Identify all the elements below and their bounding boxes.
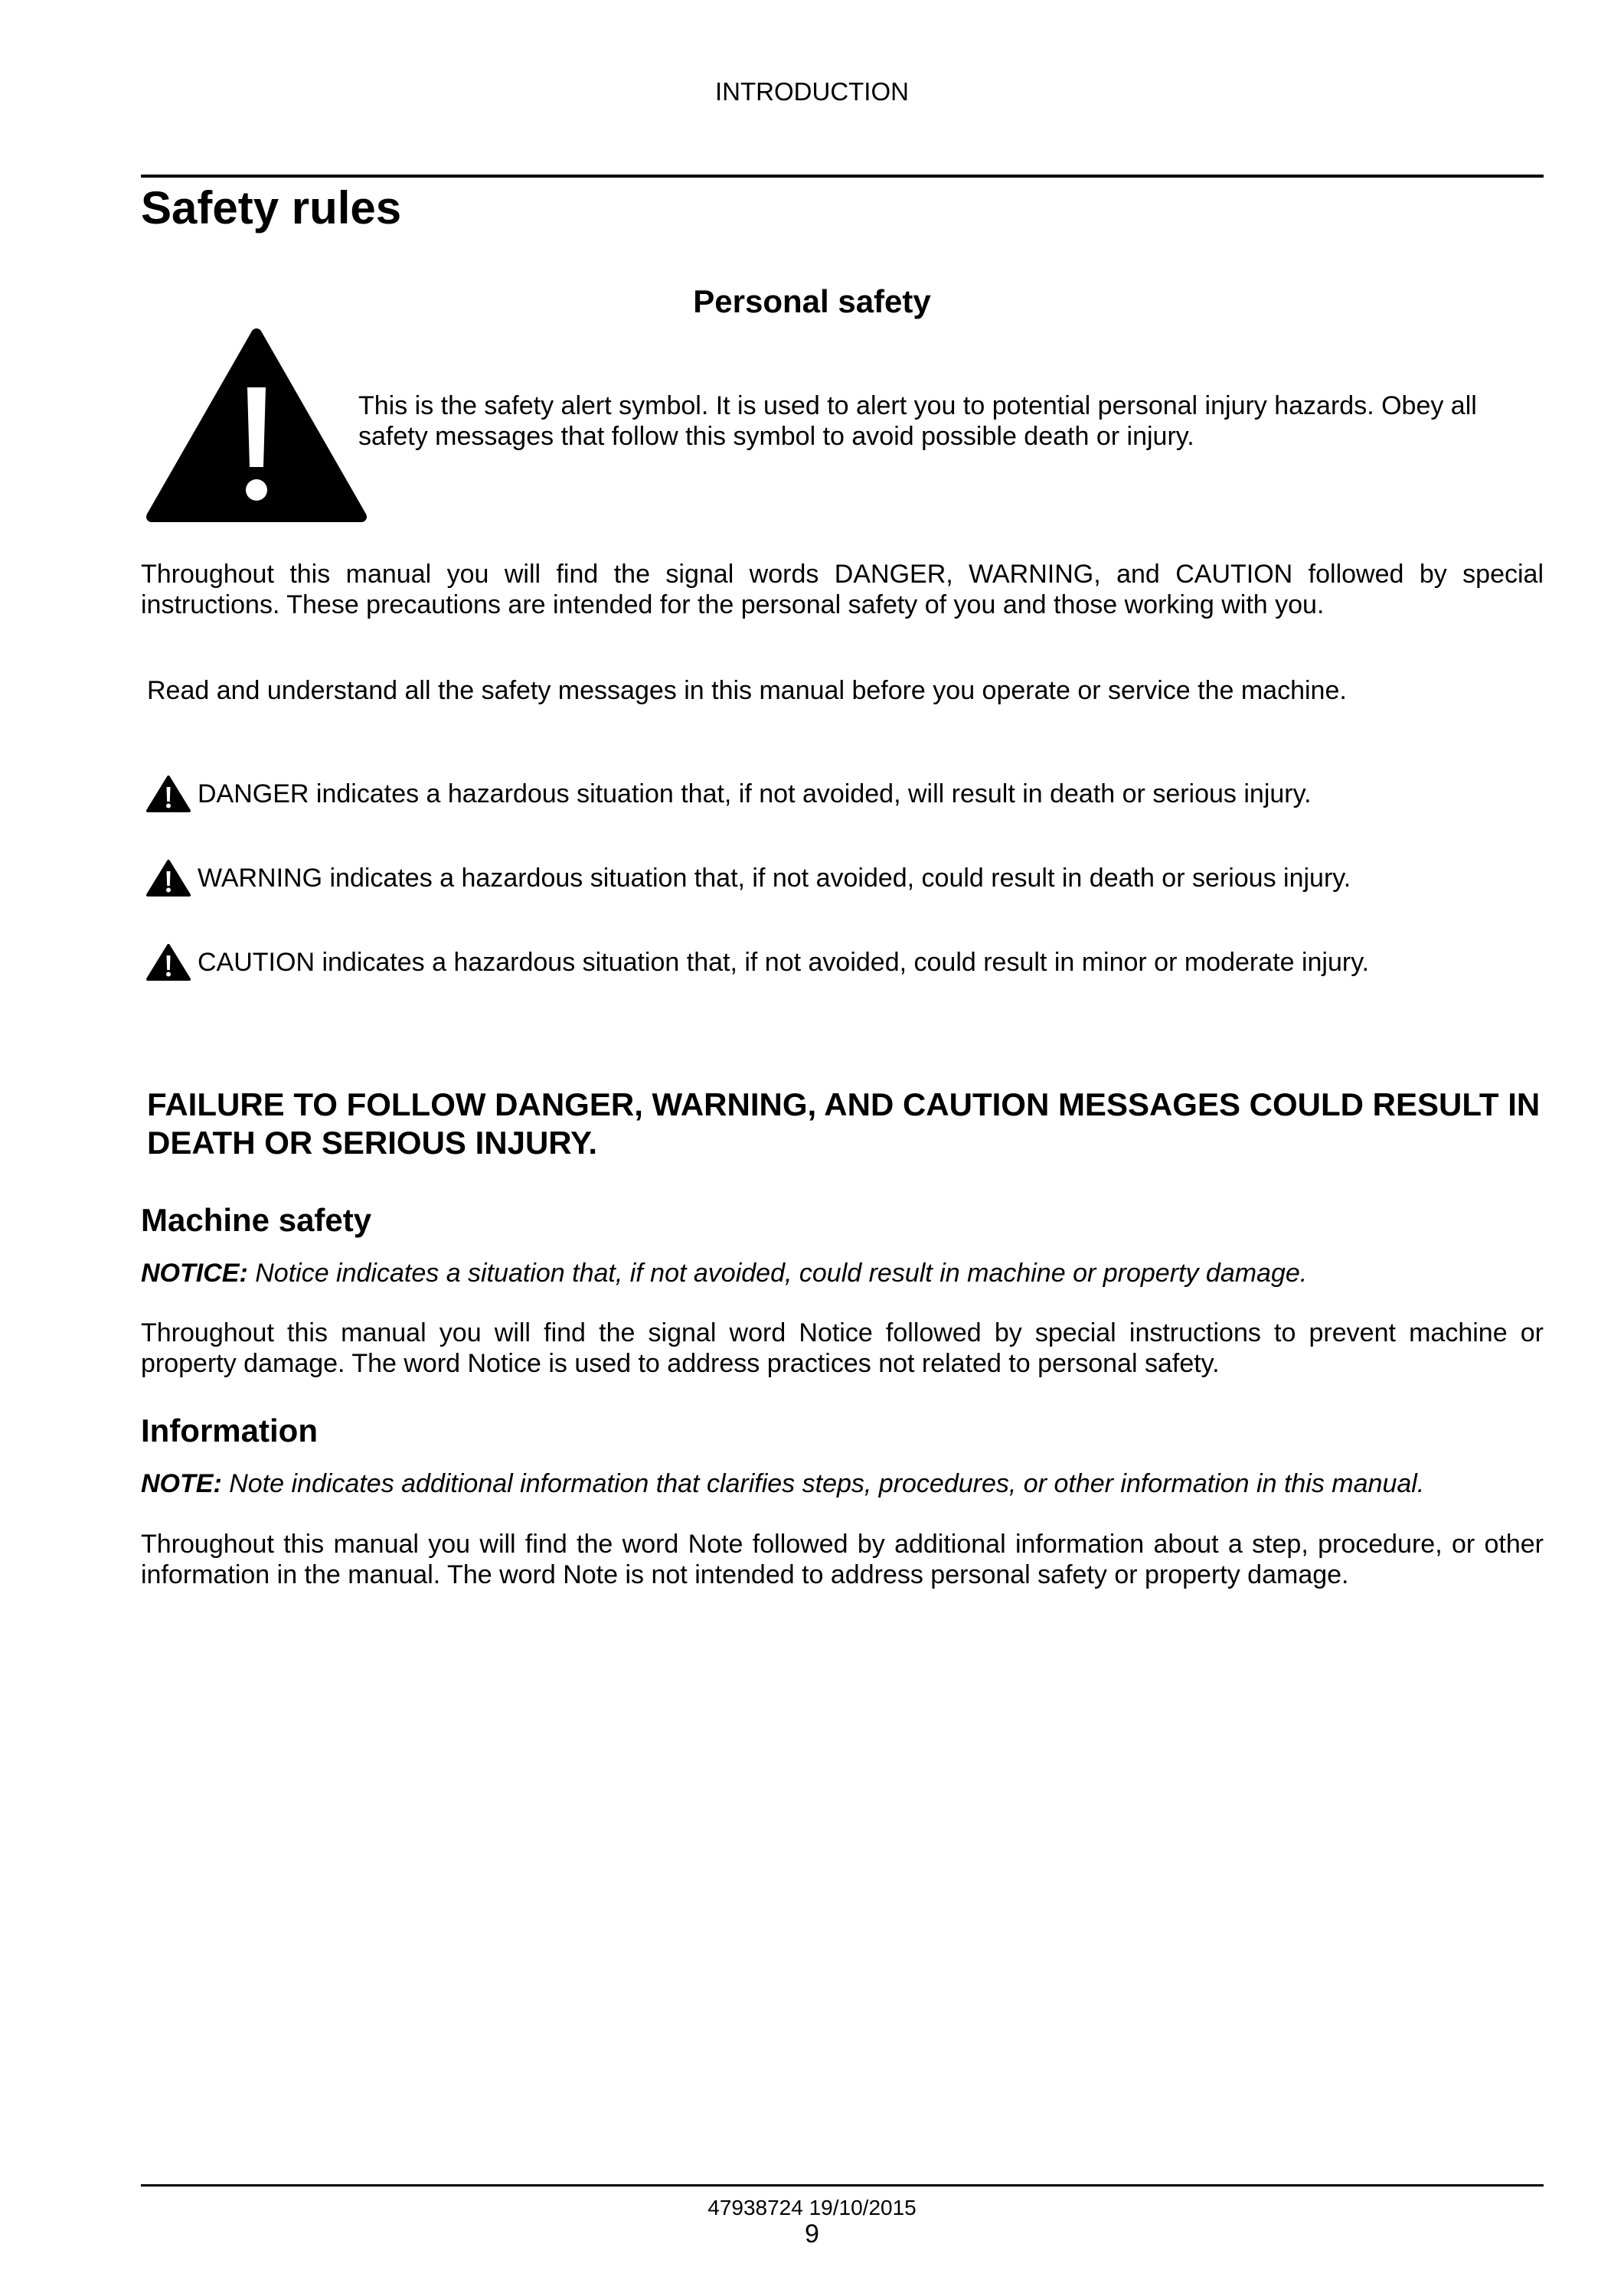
caution-definition: CAUTION indicates a hazardous situation that, if not avoided, could result in minor or moderate injury. xyxy=(198,948,1370,977)
failure-warning: FAILURE TO FOLLOW DANGER, WARNING, AND CAUTION MESSAGES COULD RESULT IN DEATH OR SERIOUS INJURY. xyxy=(147,1086,1541,1161)
header-rule xyxy=(141,175,1544,178)
page-title: Safety rules xyxy=(141,182,402,234)
safety-alert-icon xyxy=(145,859,191,897)
page-number: 9 xyxy=(805,2219,819,2249)
document-id-date: 47938724 19/10/2015 xyxy=(707,2196,917,2219)
running-header: INTRODUCTION xyxy=(715,77,909,106)
danger-signal-row xyxy=(145,775,1544,813)
notice-line xyxy=(141,1258,1544,1288)
safety-alert-icon xyxy=(145,943,191,981)
read-understand-paragraph: Read and understand all the safety messages in this manual before you operate or service the machine. xyxy=(147,676,1347,705)
caution-signal-row xyxy=(145,943,1544,981)
personal-safety-heading: Personal safety xyxy=(693,283,931,319)
warning-signal-row xyxy=(145,859,1544,897)
information-paragraph: Throughout this manual you will find the word Note followed by additional information about a step, procedure, or other information in the manual. The word Note is not intended to address personal safety or property damage. xyxy=(141,1530,1544,1589)
machine-safety-paragraph: Throughout this manual you will find the signal word Notice followed by special instructions to prevent machine or property damage. The word Notice is used to address practices not related to personal safety. xyxy=(141,1318,1544,1378)
signal-words-paragraph: Throughout this manual you will find the signal words DANGER, WARNING, and CAUTION followed by special instructions. These precautions are intended for the personal safety of you and those working with you. xyxy=(141,560,1544,619)
safety-alert-icon xyxy=(145,775,191,813)
note-label: NOTE: xyxy=(141,1469,222,1498)
note-line xyxy=(141,1468,1544,1499)
safety-alert-icon xyxy=(145,328,368,523)
machine-safety-heading: Machine safety xyxy=(141,1202,372,1238)
information-heading: Information xyxy=(141,1413,318,1448)
warning-definition: WARNING indicates a hazardous situation that, if not avoided, could result in death or serious injury. xyxy=(198,864,1351,893)
footer-rule xyxy=(141,2184,1544,2187)
notice-label: NOTICE: xyxy=(141,1259,248,1288)
note-text: Note indicates additional information that clarifies steps, procedures, or other information in this manual. xyxy=(229,1469,1425,1498)
alert-symbol-description: This is the safety alert symbol. It is used to alert you to potential personal injury hazards. Obey all safety messages that follow this symbol to avoid possible death or injury. xyxy=(358,391,1477,451)
danger-definition: DANGER indicates a hazardous situation that, if not avoided, will result in death or serious injury. xyxy=(198,779,1312,808)
notice-text: Notice indicates a situation that, if not avoided, could result in machine or property damage. xyxy=(255,1259,1308,1288)
